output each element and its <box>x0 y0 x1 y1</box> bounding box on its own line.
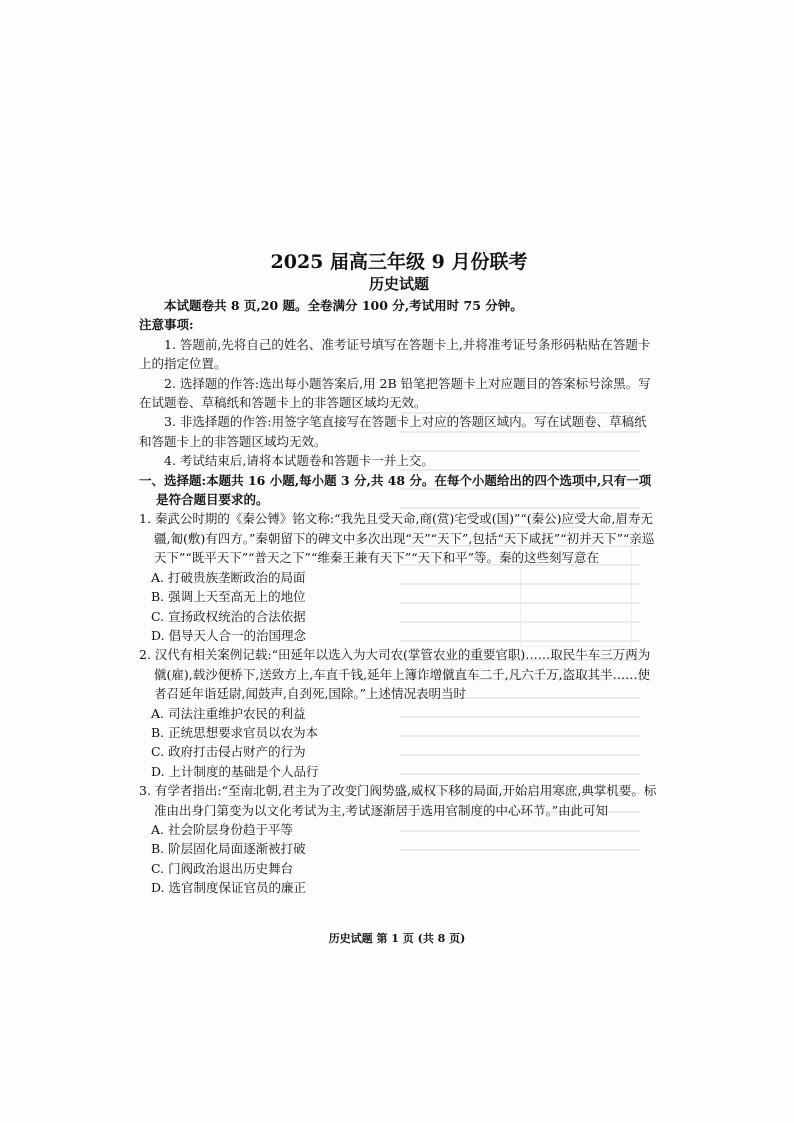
question-1 <box>139 509 659 645</box>
note-item: 4. 考试结束后,请将本试题卷和答题卡一并上交。 <box>164 453 434 469</box>
page-content <box>139 250 659 898</box>
option-d: D. 选官制度保证官员的廉正 <box>151 880 307 896</box>
option-c: C. 宣扬政权统治的合法依据 <box>151 608 306 624</box>
option-d: D. 上计制度的基础是个人品行 <box>151 763 319 779</box>
notes-heading: 注意事项: <box>139 317 194 333</box>
question-3 <box>139 781 659 897</box>
option-a: A. 社会阶层身份趋于平等 <box>151 821 293 837</box>
note-item: 2. 选择题的作答:选出每小题答案后,用 2B 铅笔把答题卡上对应题目的答案标号涂黑。写在试题卷、草稿纸和答题卡上的非答题区域均无效。 <box>139 375 651 411</box>
option-a: A. 司法注重维护农民的利益 <box>151 705 306 721</box>
option-b: B. 阶层固化局面逐渐被打破 <box>151 841 306 857</box>
question-stem: 2. 汉代有相关案例记载:“田延年以选入为大司农(掌管农业的重要官职)……取民牛车三万两为僦(雇),载沙便桥下,送致方上,车直千钱,延年上簿诈增僦直车二千,凡六千万,盗取其半……使者召延年诣廷尉,闻鼓声,自刭死,国除。”上述情况表明当时 <box>139 647 651 702</box>
option-b: B. 强调上天至高无上的地位 <box>151 589 306 605</box>
note-item: 1. 答题前,先将自己的姓名、准考证号填写在答题卡上,并将准考证号条形码粘贴在答题卡上的指定位置。 <box>139 336 651 372</box>
section-heading: 一、选择题:本题共 16 小题,每小题 3 分,共 48 分。在每个小题给出的四个选项中,只有一项是符合题目要求的。 <box>139 472 652 508</box>
option-a: A. 打破贵族垄断政治的局面 <box>151 569 306 585</box>
question-2 <box>139 645 659 781</box>
exam-title: 2025 届高三年级 9 月份联考 <box>270 251 528 273</box>
note-item: 3. 非选择题的作答:用签字笔直接写在答题卡上对应的答题区域内。写在试题卷、草稿纸和答题卡上的非答题区域均无效。 <box>139 414 647 449</box>
option-d: D. 倡导天人合一的治国理念 <box>151 627 307 643</box>
option-b: B. 正统思想要求官员以农为本 <box>151 724 319 740</box>
page-footer: 历史试题 第 1 页 (共 8 页) <box>328 932 466 945</box>
option-c: C. 门阀政治退出历史舞台 <box>151 860 294 876</box>
option-c: C. 政府打击侵占财产的行为 <box>151 744 306 760</box>
question-stem: 1. 秦武公时期的《秦公镈》铭文称:“我先且受天命,商(赏)宅受或(国)”“(秦公)应受大命,眉寿无疆,匍(敷)有四方。”秦朝留下的碑文中多次出现“天”“天下”,包括“天下咸抚”“初并天下”“亲巡天下”“既平天下”“普天之下”“维秦王兼有天下”“天下和平”等。秦的这些刻写意在 <box>139 511 655 566</box>
exam-subtitle: 历史试题 <box>368 275 429 293</box>
exam-info: 本试题卷共 8 页,20 题。全卷满分 100 分,考试用时 75 分钟。 <box>164 298 523 313</box>
question-stem: 3. 有学者指出:“至南北朝,君主为了改变门阀势盛,威权下移的局面,开始启用寒庶,典掌机要。标准由出身门第变为以文化考试为主,考试逐渐居于选用官制度的中心环节。”由此可知 <box>139 783 657 818</box>
